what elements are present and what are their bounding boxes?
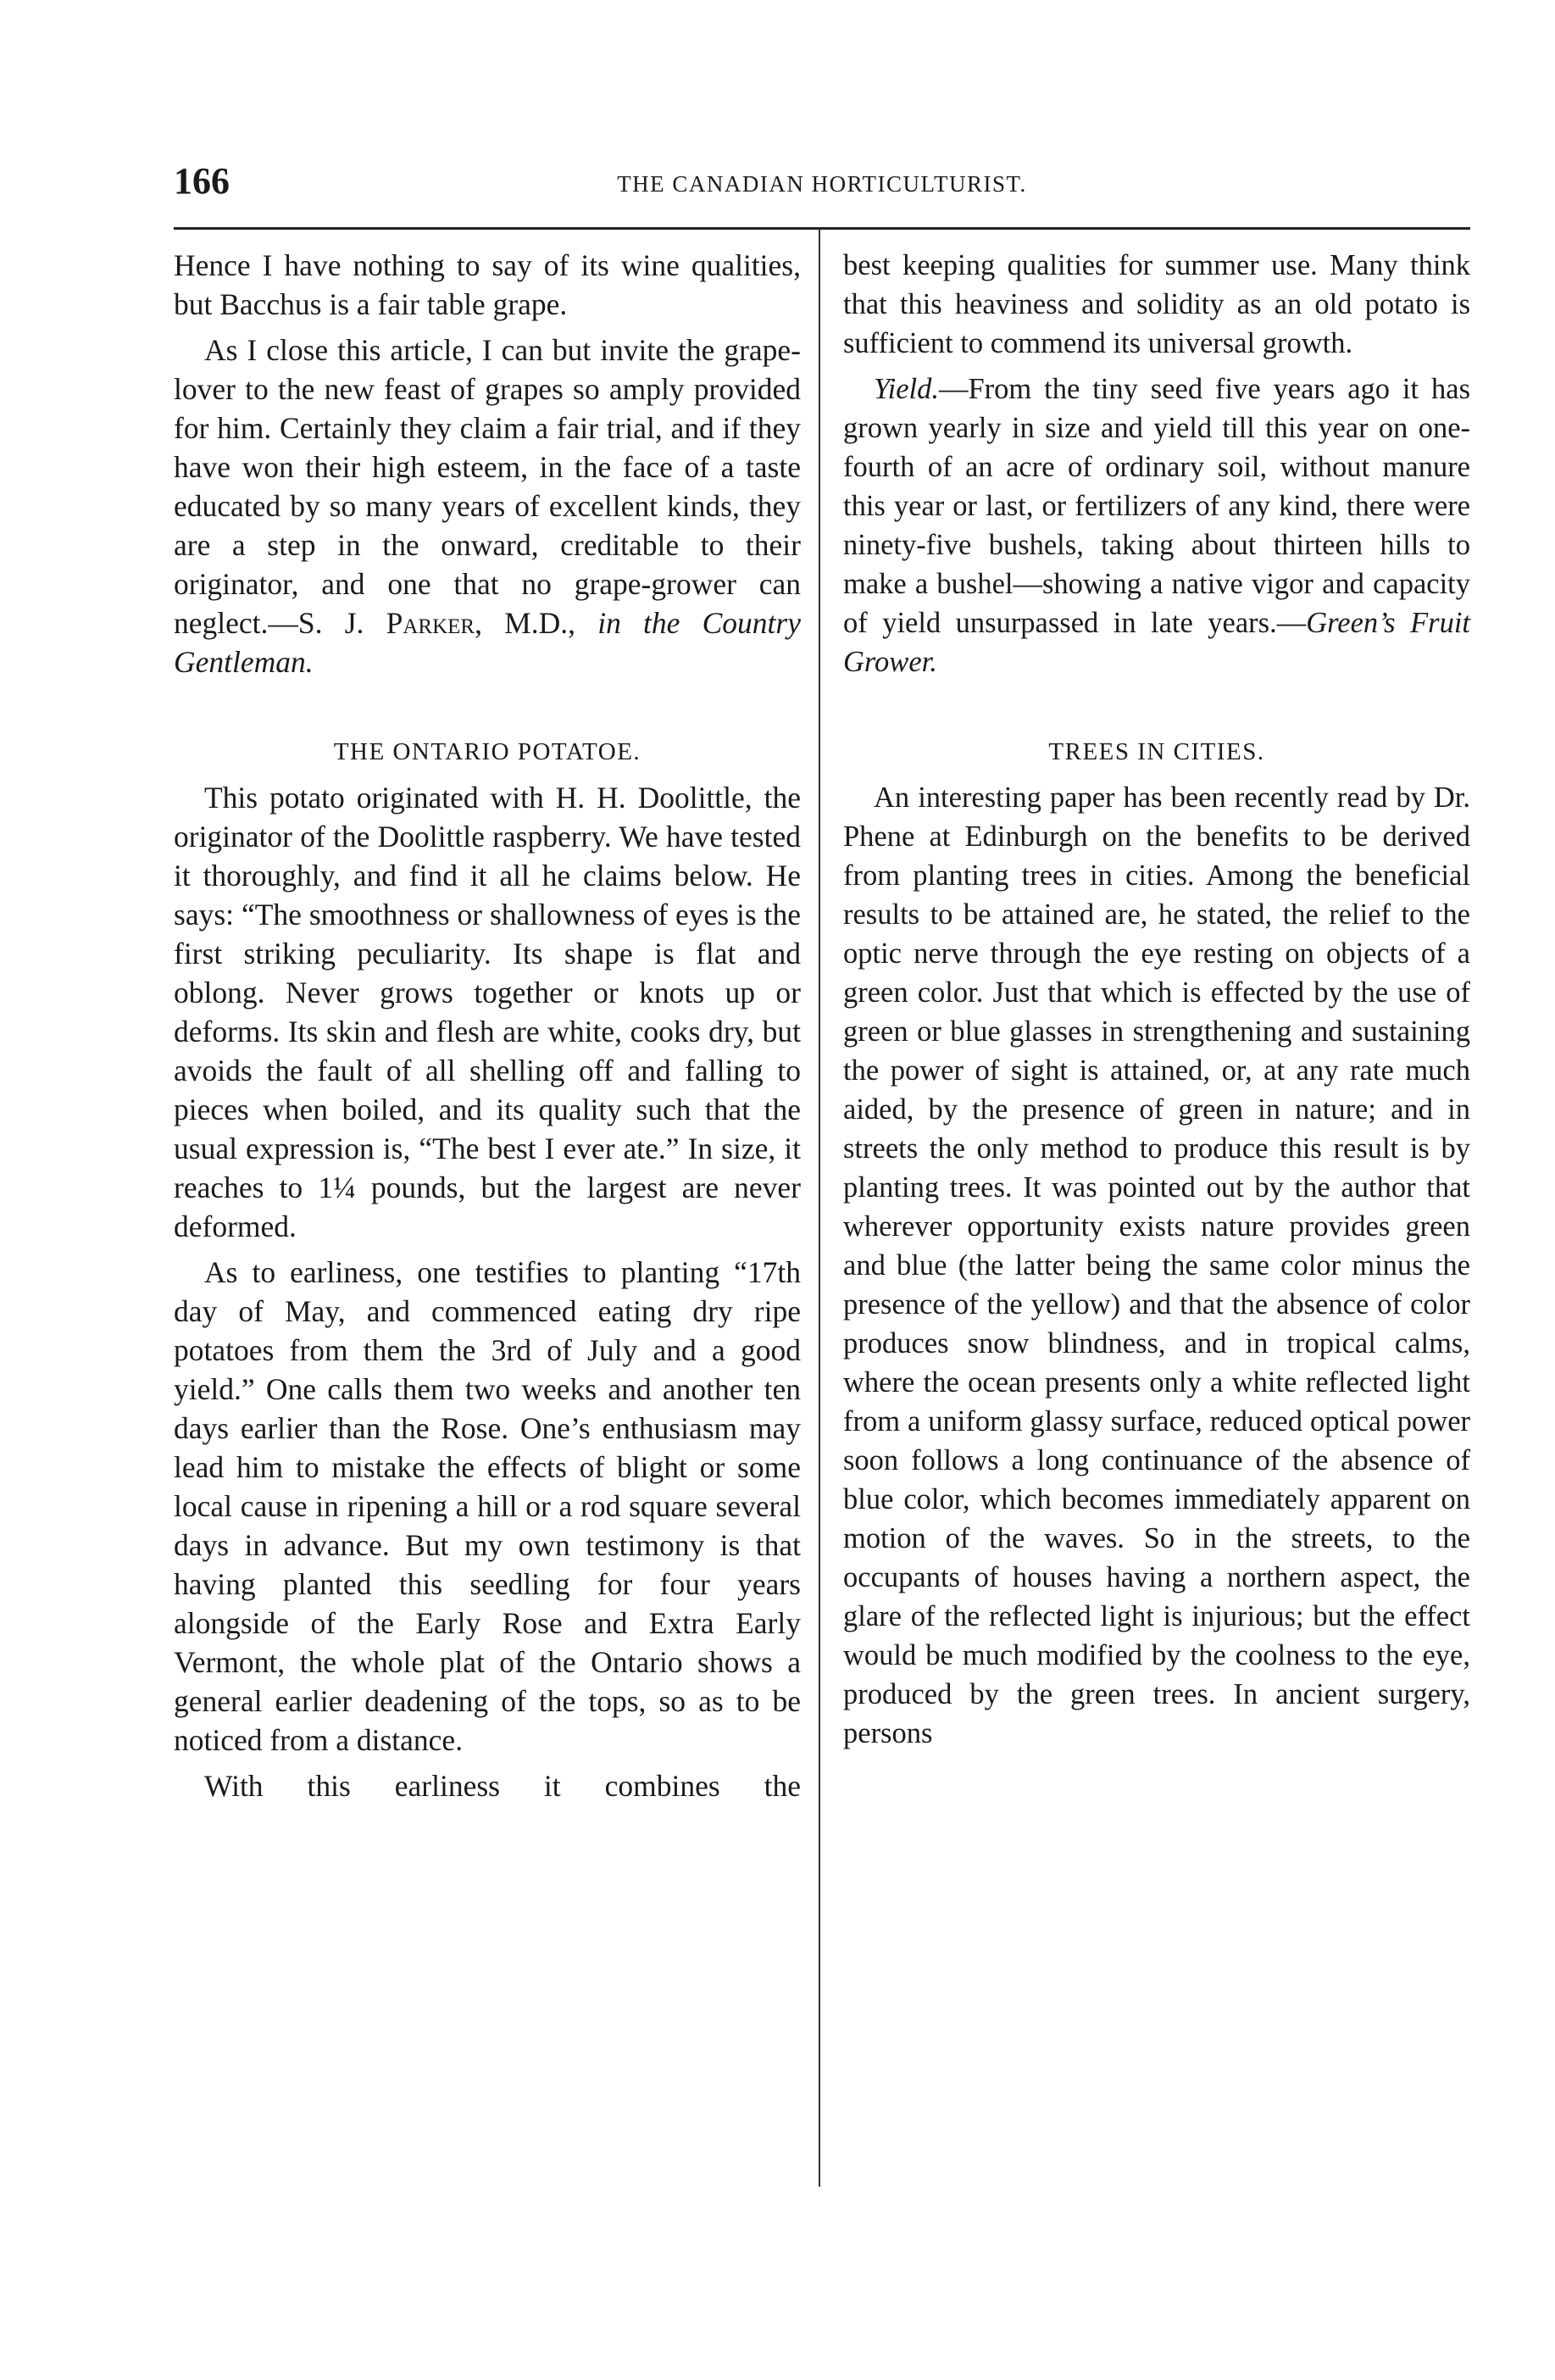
article-heading: THE ONTARIO POTATOE. [333, 738, 641, 765]
paragraph-text: As I close this article, I can but invite the grape-lover to the new feast of grapes so amply provided for him. Certainly they claim a fair trial, and if they have won their high esteem, in the face of a taste educated by so many years of excellent kinds, they are a step in the onward, creditable to their originator, and one that no grape-grower can neglect.— [174, 333, 801, 640]
right-column [843, 246, 1470, 1760]
page-number: 166 [174, 160, 230, 202]
paragraph-text: —From the tiny seed five years ago it has grown yearly in size and yield till this year on one-fourth of an acre of ordinary soil, without manure this year or last, or fertilizers of any kind, there were ninety-five bushels, taking about thirteen hills to make a bushel—showing a native vigor and capacity of yield unsurpassed in late years.— [843, 373, 1470, 639]
author-signature: S. J. Parker, M.D., [297, 606, 575, 640]
article-heading: TREES IN CITIES. [1048, 738, 1265, 765]
paragraph: best keeping qualities for summer use. Many think that this heaviness and solidity as an old potato is sufficient to commend its universal growth. [843, 249, 1470, 359]
section-label: Yield. [874, 373, 939, 405]
paragraph [843, 370, 1470, 681]
left-column [174, 246, 801, 1812]
paragraph: With this earliness it combines the [204, 1769, 801, 1803]
column-divider [819, 229, 820, 2187]
source-citation: in the Country Gentleman. [174, 606, 801, 679]
header-rule [174, 227, 1470, 230]
source-citation: Green’s Fruit Grower. [843, 607, 1470, 678]
paragraph: An interesting paper has been recently read by Dr. Phene at Edinburgh on the benefits to be derived from planting trees in cities. Among the beneficial results to be attained are, he stated, the relief to the optic nerve through the eye resting on objects of a green color. Just that which is effected by the use of green or blue glasses in strengthening and sustaining the power of sight is attained, or, at any rate much aided, by the presence of green in nature; and in streets the only method to produce this result is by planting trees. It was pointed out by the author that wherever opportunity exists nature provides green and blue (the latter being the same color minus the presence of the yellow) and that the absence of color produces snow blindness, and in tropical calms, where the ocean presents only a white reflected light from a uniform glassy surface, reduced optical power soon follows a long continuance of the absence of blue color, which becomes immediately apparent on motion of the waves. So in the streets, to the occupants of houses having a northern aspect, the glare of the reflected light is injurious; but the effect would be much modified by the coolness to the eye, produced by the green trees. In ancient surgery, persons [843, 781, 1470, 1749]
paragraph: As to earliness, one testifies to planting “17th day of May, and commenced eating dry ripe potatoes from them the 3rd of July and a good yield.” One calls them two weeks and another ten days earlier than the Rose. One’s enthusiasm may lead him to mistake the effects of blight or some local cause in ripening a hill or a rod square several days in advance. But my own testimony is that having planted this seedling for four years alongside of the Early Rose and Extra Early Vermont, the whole plat of the Ontario shows a general earlier deadening of the tops, so as to be noticed from a distance. [174, 1255, 801, 1757]
paragraph: Hence I have nothing to say of its wine qualities, but Bacchus is a fair table grape. [174, 248, 801, 321]
page-header [174, 159, 1470, 210]
paragraph: This potato originated with H. H. Doolittle, the originator of the Doolittle raspberry. We have tested it thoroughly, and find it all he claims below. He says: “The smoothness or shallowness of eyes is the first striking peculiarity. Its shape is flat and oblong. Never grows together or knots up or deforms. Its skin and flesh are white, cooks dry, but avoids the fault of all shelling off and falling to pieces when boiled, and its quality such that the usual expression is, “The best I ever ate.” In size, it reaches to 1¼ pounds, but the largest are never deformed. [174, 781, 801, 1243]
paragraph [174, 331, 801, 681]
running-head: THE CANADIAN HORTICULTURIST. [617, 171, 1027, 197]
